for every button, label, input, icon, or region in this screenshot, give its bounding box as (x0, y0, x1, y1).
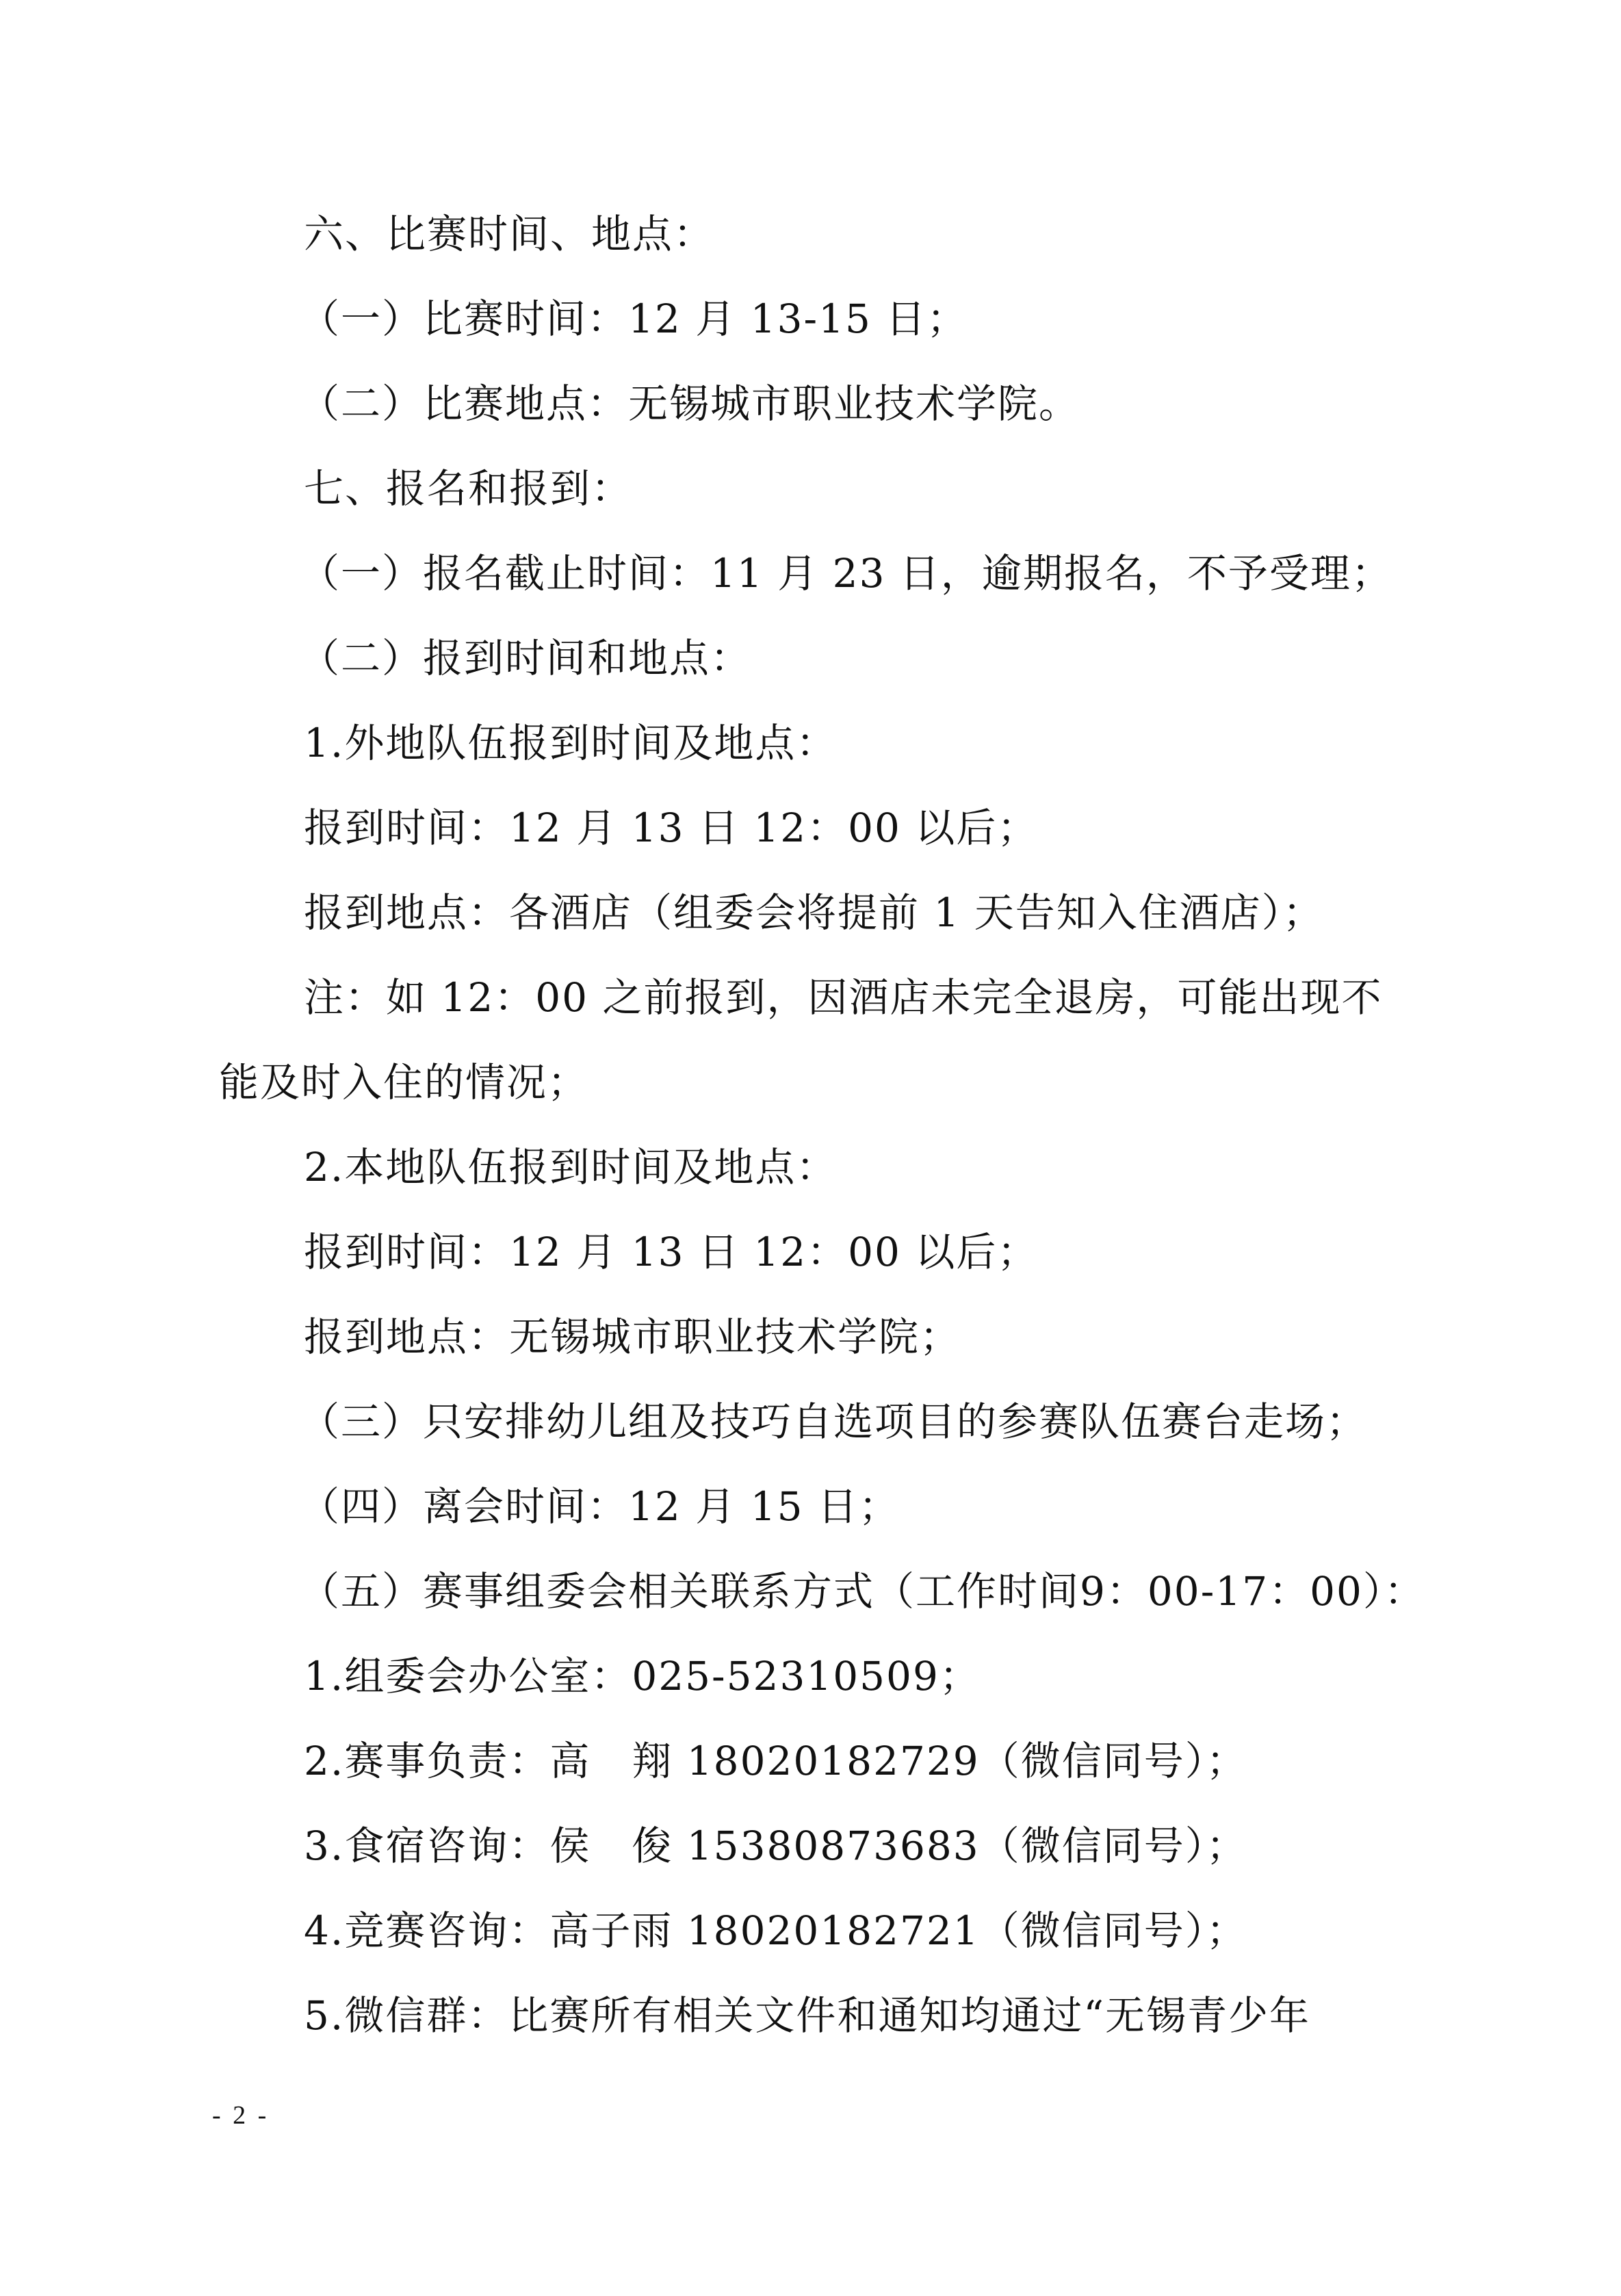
contact-competition: 4.竞赛咨询：高子雨 18020182721（微信同号）； (304, 1907, 1247, 1954)
page-number: - 2 - (212, 2101, 270, 2130)
paragraph-competition-time: （一）比赛时间：12 月 13-15 日； (300, 296, 968, 342)
paragraph-departure-time: （四）离会时间：12 月 15 日； (300, 1483, 900, 1530)
paragraph-external-checkin-place: 报到地点：各酒店（组委会将提前 1 天告知入住酒店）； (304, 889, 1324, 936)
paragraph-stage-walkthrough: （三）只安排幼儿组及技巧自选项目的参赛队伍赛台走场； (300, 1398, 1368, 1445)
contact-office: 1.组委会办公室：025-52310509； (304, 1653, 981, 1699)
section-heading-schedule: 六、比赛时间、地点： (304, 211, 715, 257)
paragraph-external-teams: 1.外地队伍报到时间及地点： (304, 720, 838, 766)
paragraph-local-checkin-place: 报到地点：无锡城市职业技术学院； (304, 1314, 961, 1360)
contact-event-lead: 2.赛事负责：高 翔 18020182729（微信同号）； (304, 1738, 1247, 1784)
contact-wechat-group: 5.微信群：比赛所有相关文件和通知均通过“无锡青少年 (304, 1992, 1310, 2039)
paragraph-external-checkin-time: 报到时间：12 月 13 日 12：00 以后； (304, 805, 1039, 851)
paragraph-note: 注：如 12：00 之前报到，因酒店未完全退房，可能出现不 (304, 974, 1383, 1021)
paragraph-note-continued: 能及时入住的情况； (219, 1059, 589, 1106)
section-heading-registration: 七、报名和报到： (304, 465, 633, 512)
paragraph-local-checkin-time: 报到时间：12 月 13 日 12：00 以后； (304, 1229, 1039, 1275)
paragraph-local-teams: 2.本地队伍报到时间及地点： (304, 1144, 838, 1190)
paragraph-contact-info: （五）赛事组委会相关联系方式（工作时间9：00-17：00）： (300, 1568, 1425, 1615)
document-body (219, 192, 1423, 2058)
contact-accommodation: 3.食宿咨询：侯 俊 15380873683（微信同号）； (304, 1823, 1247, 1869)
paragraph-competition-venue: （二）比赛地点：无锡城市职业技术学院。 (300, 380, 1080, 427)
paragraph-checkin-time-place: （二）报到时间和地点： (300, 635, 752, 681)
paragraph-registration-deadline: （一）报名截止时间：11 月 23 日，逾期报名，不予受理； (300, 550, 1392, 597)
